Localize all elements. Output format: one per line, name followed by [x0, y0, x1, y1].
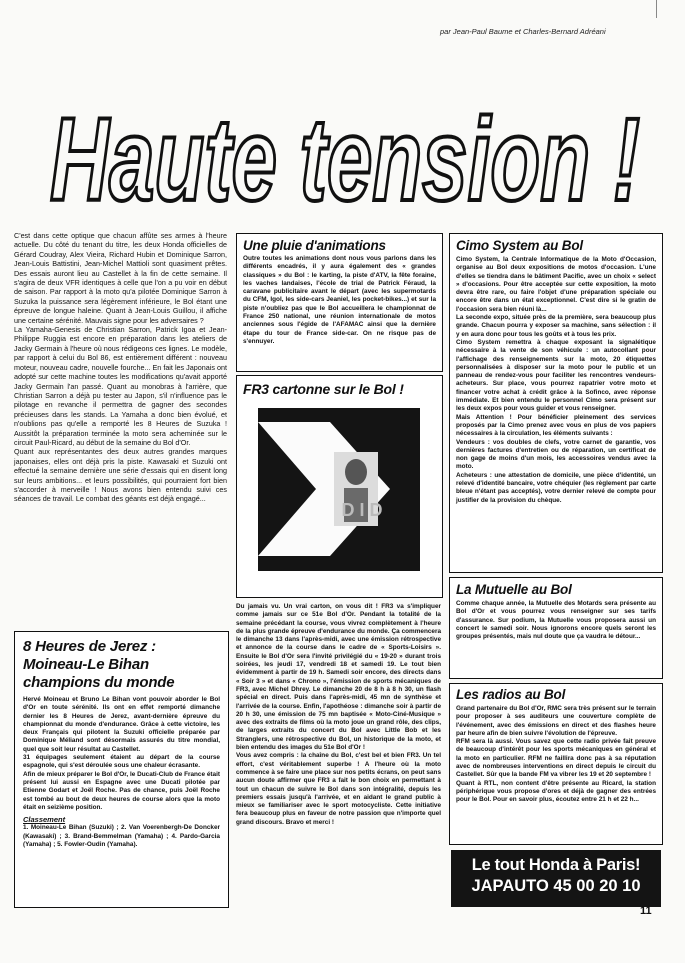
jerez-title: 8 Heures de Jerez : Moineau-Le Bihan champions du monde: [23, 638, 175, 691]
fr3-paragraph-1: Du jamais vu. Un vrai carton, on vous dit ! FR3 va s'impliquer comme jamais sur ce 51e Bol d'Or. Pendant la totalité de la semaine précédant la course, vous vivrez complètement à l'heure de la plus grande épreuve d'endurance du monde. Ça commencera le dimanche 13 dans l'après-midi, avec une émission rétrospective et annonce de la course dans le cadre de « Sports-Loisirs ». Ensuite le Bol d'Or sera l'invité privilégié du « 19-20 » durant trois soirées, les jeudi 17, vendredi 18 et samedi 19. Le tout bien évidemment à partir de 19 h. Samedi soir encore, des directs dans « Soir 3 » et dans « Chrono », l'émission de sports mécaniques de FR3, avec Michel Dhrey. Le dimanche 20 de 8 h à 8 h 30, un flash spécial en direct. Puis dans l'après-midi, 45 mn de synthèse et l'arrivée de la course. Enfin, l'apothéose : dimanche soir à partir de 20 h 30, une émission de 75 mn baptisée « Moto-Ciné-Musique » avec des extraits de films où la moto joue un grand rôle, des clips, de larges extraits du concert du Bol avec Little Bob et les Stranglers, une rétrospective du Bol, un historique de la moto, et bien entendu des images du 51e Bol d'Or !: [236, 603, 441, 752]
radios-title: Les radios au Bol: [456, 687, 566, 702]
cimo-paragraph-5: Vendeurs : vos doubles de clefs, votre carnet de garantie, vos dernières factures d'entretien ou de réparation, un certificat de non gage de moins d'un mois, les accessoires vendus avec la moto.: [456, 438, 656, 471]
box-jerez: [14, 631, 229, 908]
box-mutuelle: [449, 577, 663, 679]
fr3-paragraph-2: Vous avez compris : la chaîne du Bol, c'est bel et bien FR3. Un tel effort, c'est véritablement superbe ! A l'heure où la moto commence à se faire une place sur nos petits écrans, on peut sans aucun doute affirmer que FR3 a fait le bon choix en permettant à tout un chacun de suivre le Bol dans son intégralité, depuis les premiers essais jusqu'à l'arrivée, et en aidant le grand public à mieux se familiariser avec le sport motocycliste. Cette initiative fera beaucoup plus en faveur de notre passion que n'importe quel grand discours. Bravo et merci !: [236, 752, 441, 826]
mutuelle-title: La Mutuelle au Bol: [456, 582, 572, 597]
cimo-paragraph-6: Acheteurs : une attestation de domicile, une pièce d'identité, un relevé d'identité bancaire, votre chéquier (les règlement par carte bleue n'étant pas acceptés), votre dernier relevé de compte pour justifier de la provision du chèque.: [456, 471, 656, 504]
fr3-image-caption: D I D: [341, 500, 383, 520]
ad-line-1: Le tout Honda à Paris!: [471, 856, 641, 874]
fr3-image: [258, 408, 420, 571]
main-article: [14, 231, 227, 504]
box-fr3: [236, 375, 443, 598]
cimo-paragraph-4: Mais Attention ! Pour bénéficier pleinement des services proposés par la Cimo prenez avec vous en plus de vos papiers nécessaires à la circulation, les éléments suivants :: [456, 413, 656, 438]
headline: [40, 72, 650, 222]
fr3-title: FR3 cartonne sur le Bol !: [243, 381, 404, 397]
main-paragraph-1: C'est dans cette optique que chacun affûte ses armes à l'heure actuelle. Du côté du tenant du titre, les deux Honda officielles de Gérard Coudray, Alex Vieira, Richard Hubin et Dominique Sarron, Jean-Louis Battistini, Jean-Michel Mattioli sont quasiment prêtes. Des essais auront lieu au Castellet à la fin de cette semaine. Il s'agira de deux VFR identiques à celle que l'on a pu voir en début de saison. Par rapport à la moto qu'a pilotée Dominique Sarron à Suzuka la puissance sera légèrement inférieure, le Bol étant une épreuve de longue haleine. Quant à Jean-Louis Guillou, il affiche une certaine sérénité. Mauvais signe pour les adversaires ?: [14, 231, 227, 325]
cimo-paragraph-2: La seconde expo, située près de la première, sera beaucoup plus grande. Chacun pourra y exposer sa machine, sans sélection : il y en aura donc pour tous les goûts et à tous les prix.: [456, 314, 656, 338]
box-cimo-system: [449, 233, 663, 573]
jerez-paragraph-1: Hervé Moineau et Bruno Le Bihan vont pouvoir aborder le Bol d'Or en toute sérénité. Ils ont en effet remporté dimanche dernier les 8 Heures de Jerez, avant-dernière épreuve du championnat du monde d'endurance. Grâce à cette victoire, les deux Français qui pilotent la Suzuki officielle préparée par Dominique Méliand sont désormais assurés du titre mondial, quel que soit leur résultat au Castellet.: [23, 696, 220, 753]
japauto-advertisement: [451, 850, 661, 907]
radios-paragraph-2: RFM sera là aussi. Vous savez que cette radio privée fait preuve de beaucoup d'intérêt pour les sports mécaniques en général et la moto en particulier. RFM ne faillira donc pas à sa réputation avec de nombreuses interventions en direct depuis le circuit du Castellet. Sûr que la bande FM va vibrer les 19 et 20 septembre !: [456, 738, 656, 779]
mutuelle-text: Comme chaque année, la Mutuelle des Motards sera présente au Bol d'Or et vous pourrez vous renseigner sur ses tarifs d'assurance. Sur podium, la Mutuelle vous proposera aussi un concert le samedi soir. Nous ignorons encore quels seront les groupes présentés, mais nul doute que ça vaudra le détour...: [456, 600, 656, 641]
top-divider: [656, 0, 657, 18]
headline-text: Haute tension !: [50, 94, 640, 222]
classement-list: 1. Moineau-Le Bihan (Suzuki) ; 2. Van Voerenbergh-De Doncker (Kawasaki) ; 3. Brand-Bemmelman (Yamaha) ; 4. Pardo-Garcia (Yamaha) ; 5. Fowler-Oudin (Yamaha).: [23, 824, 220, 849]
cimo-paragraph-3: Cimo System remettra à chaque exposant la signalétique nécessaire à la vente de son véhicule : un autocollant pour l'affichage des renseignements sur la moto, 20 étiquettes personnalisées à disposer sur la moto pour le public et un panneau de rendez-vous pour faciliter les rencontres vendeurs-acheteurs. Sur place, vous pourrez rapatrier votre moto et financer votre achat à crédit grâce à la Sofinco, avec réponse immédiate. Et bien entendu le personnel Cimo sera présent sur les deux expos pour vous guider et vous renseigner.: [456, 338, 656, 413]
page-number: 11: [640, 905, 652, 917]
cimo-paragraph-1: Cimo System, la Centrale Informatique de la Moto d'Occasion, organise au Bol deux expositions de motos d'occasion. L'une d'elles se tiendra dans le bâtiment Pacific, avec un choix « select » d'occasions. Pour être acceptée sur cette exposition, la moto devra être rare, ou faire l'objet d'une préparation spéciale ou encore être dans un état exceptionnel. C'est dire si le gratin de l'occasion sera bien réuni là...: [456, 256, 656, 313]
classement-heading: Classement: [23, 815, 66, 825]
ad-line-2: JAPAUTO 45 00 20 10: [471, 877, 641, 895]
main-paragraph-2: La Yamaha-Genesis de Christian Sarron, Patrick Igoa et Jean-Philippe Ruggia est encore en préparation dans les ateliers de Jacky Germain à l'heure où nous rédigeons ces lignes. Le modèle, par rapport à celui du Bol 86, est entièrement différent : nouveau moteur, nouveau cadre, nouvelle fourche... En fait les Japonais ont adopté sur cette machine toutes les modifications qu'avait apporté Jacky Germain l'an passé. Quant au monobras à l'arrière, que Christian Sarron a déjà pu tester au Japon, s'il n'influence pas le pilotage en revanche il permettra de gagner des secondes précieuses dans les stands. La Yamaha a donc bien évolué, et n'oublions pas qu'elle a remporté les 8 Heures de Suzuka ! Aussitôt la préparation terminée la moto sera acheminée sur le circuit Paul-Ricard, au début de la semaine du Bol d'Or.: [14, 325, 227, 447]
jerez-paragraph-2: 31 équipages seulement étaient au départ de la course espagnole, qui s'est déroulée sous une chaleur écrasante.: [23, 754, 220, 770]
pluie-title: Une pluie d'animations: [243, 238, 386, 253]
box-radios: [449, 683, 663, 845]
fr3-article: [236, 603, 441, 827]
jerez-paragraph-3: Afin de mieux préparer le Bol d'Or, le Ducati-Club de France était présent lui aussi en Espagne avec une Ducati pilotée par Etienne Godart et Joël Roche. Pas de chance, puis Joël Roche est tombé au bout de deux heures de course alors que la moto était en seizième position.: [23, 770, 220, 811]
pluie-text: Outre toutes les animations dont nous vous parlons dans les différents encadrés, il y aura également des « grandes classiques » du Bol : le karting, la piste d'ATV, la fête foraine, les vaches landaises, l'école de trial de Patrick Féraud, la caravane publicitaire avant le départ (avec les supermotards du CFM, Igol, les side-cars Jeaniel, les pocket-bikes...) et sur la piste n'oubliez pas que le Bol accueillera le championnat de France 250 national, une réunion internationale de motos anciennes sous l'égide de l'AFAMAC ainsi que la dernière étape du tour de France side-car. On ne risque pas de s'ennuyer.: [243, 255, 436, 345]
main-paragraph-3: Quant aux représentantes des deux autres grandes marques japonaises, elles ont déjà pris la piste. Kawasaki et Suzuki ont effectué la semaine dernière une série d'essais qui en disent long sur leurs ambitions... et leurs possibilités, qui pourraient fort bien s'accorder à merveille ! Nous avons bien entendu suivi ces séances de travail. Le combat des géants est déjà engagé...: [14, 447, 227, 504]
radios-paragraph-1: Grand partenaire du Bol d'Or, RMC sera très présent sur le terrain pour proposer à ses auditeurs une couverture complète de l'événement, avec des émissions en direct et des flashes heure par heure afin de bien suivre l'évolution de l'épreuve.: [456, 705, 656, 737]
cimo-title: Cimo System au Bol: [456, 238, 583, 253]
box-pluie-animations: [236, 233, 443, 372]
byline: par Jean-Paul Baume et Charles-Bernard Adréani: [440, 27, 606, 36]
radios-paragraph-3: Quant à RTL, non content d'être présente au Ricard, la station périphérique vous propose d'ores et déjà de gagner des entrées pour le Bol. Pour en savoir plus, écoutez entre 21 h et 22 h...: [456, 779, 656, 804]
headline-graphic: [40, 72, 650, 222]
fr3-chevron-graphic: [258, 408, 420, 571]
